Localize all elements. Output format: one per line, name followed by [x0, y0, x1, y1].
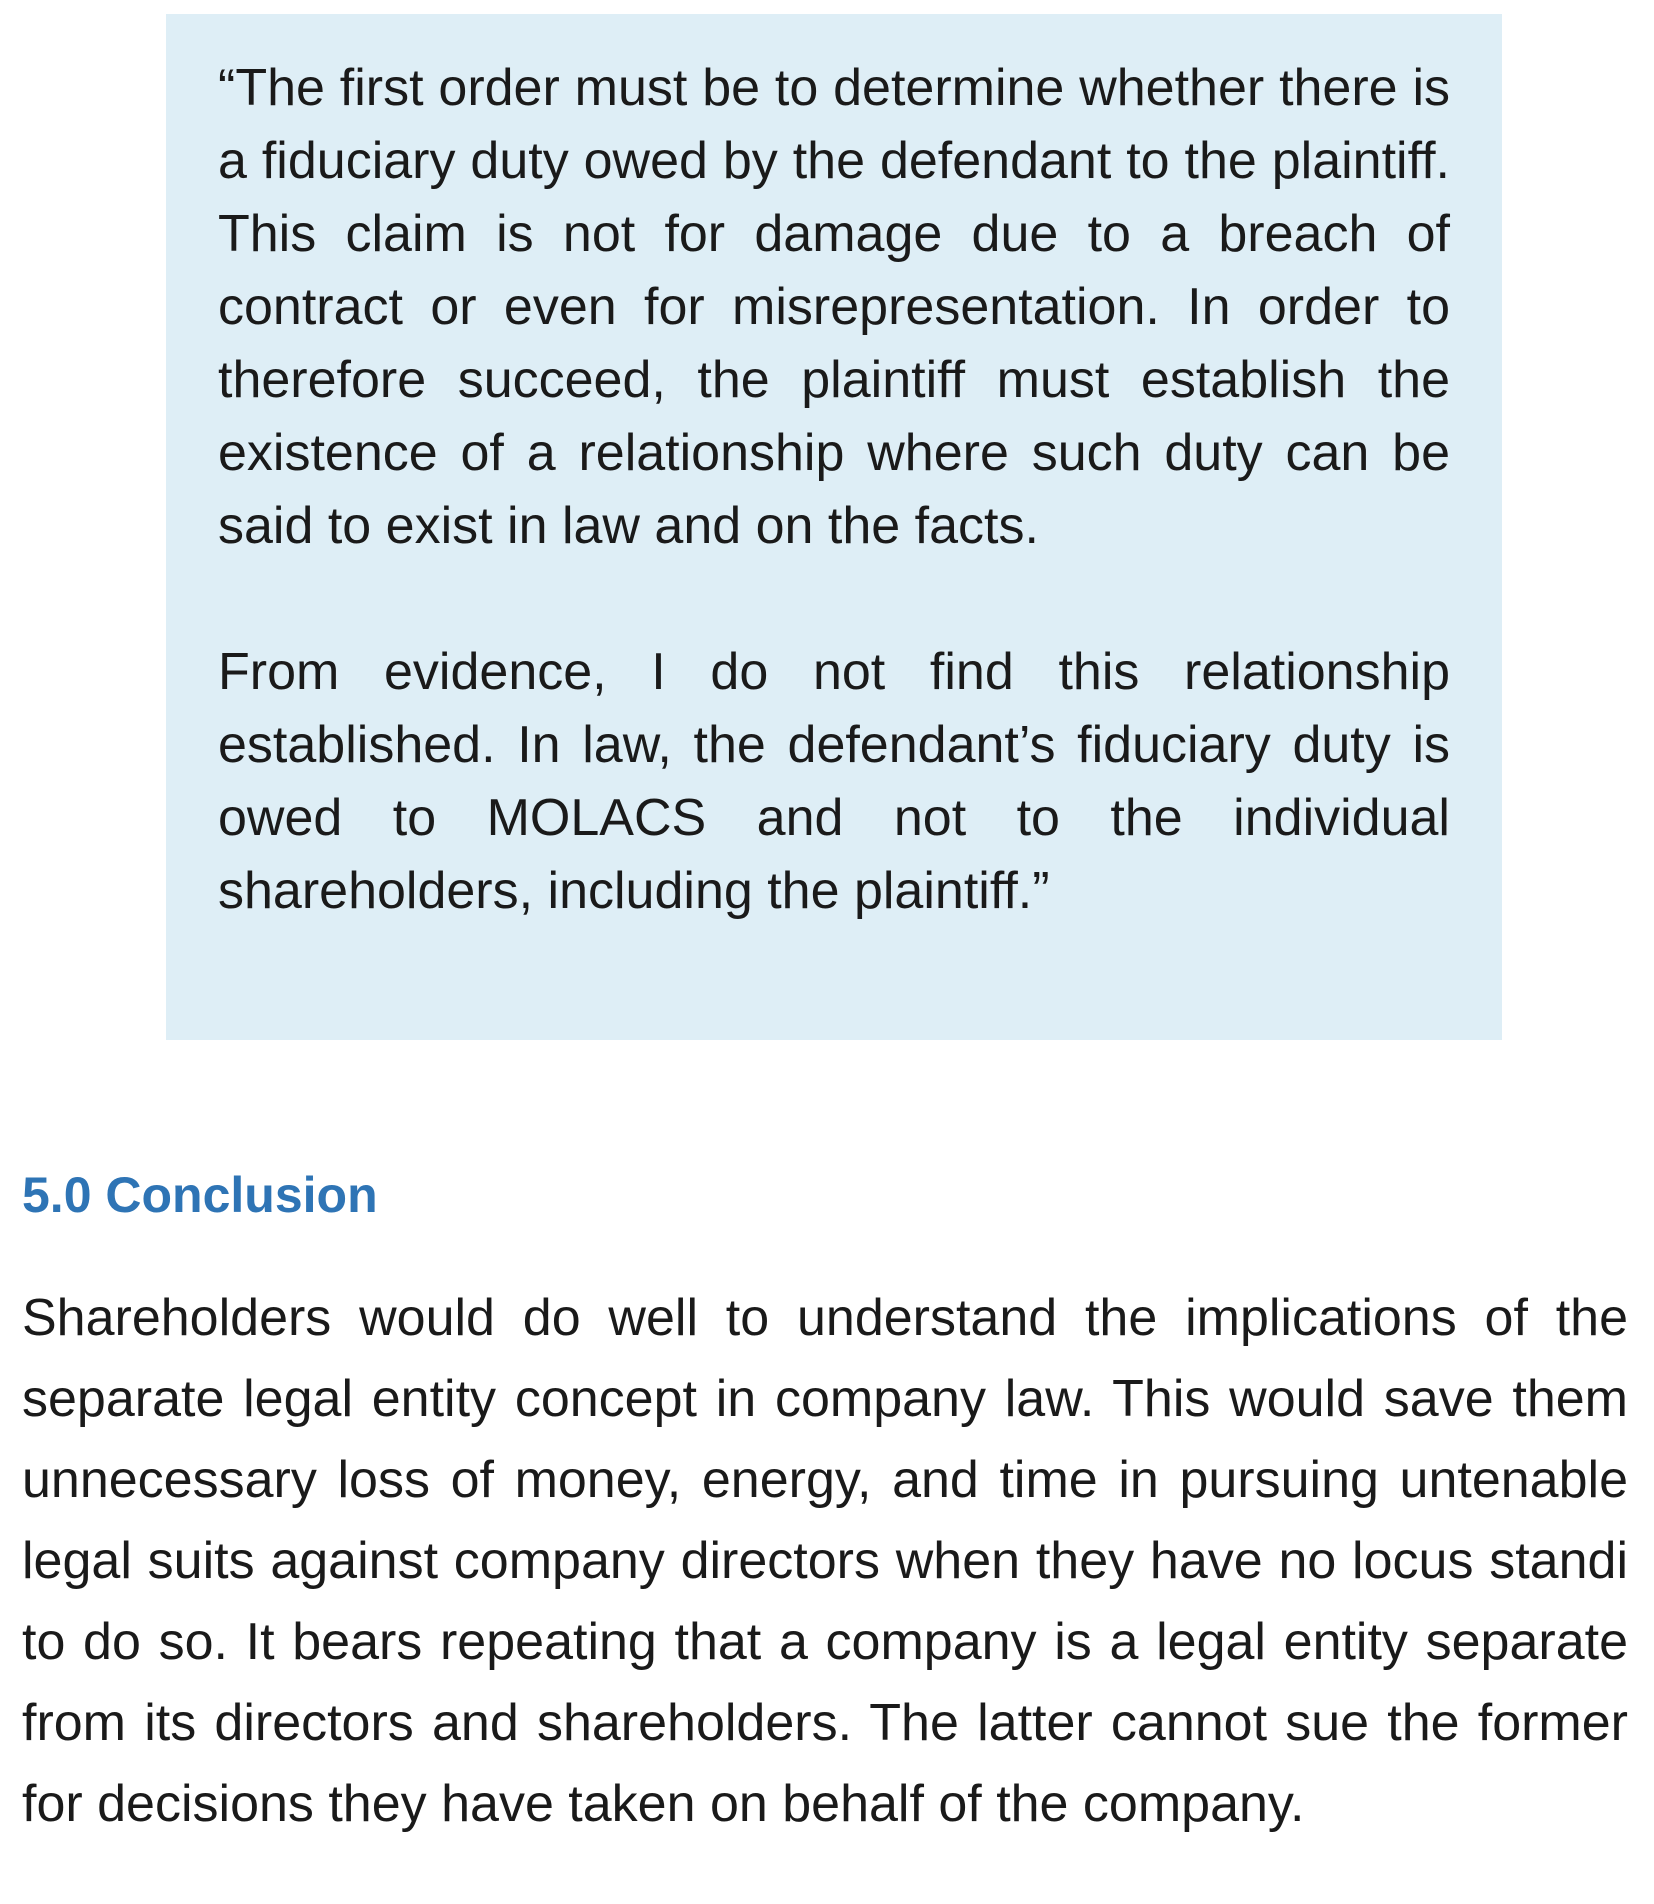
quote-paragraph: “The first order must be to determine whether there is a fiduciary duty owed by the defendant to the plaintiff. This claim is not for damage due to a breach of contract or even for misrepresentation. In order to therefore succeed, the plaintiff must establish the existence of a relationship where such duty can be said to exist in law and on the facts.	[218, 59, 1450, 555]
quote-block	[166, 14, 1502, 1040]
quote-paragraph: From evidence, I do not find this relationship established. In law, the defendant’s fiduciary duty is owed to MOLACS and not to the individual shareholders, including the plaintiff.”	[218, 643, 1450, 920]
conclusion-paragraph: Shareholders would do well to understand the implications of the separate legal entity concept in company law. This would save them unnecessary loss of money, energy, and time in pursuing untenable legal suits against company directors when they have no locus standi to do so. It bears repeating that a company is a legal entity separate from its directors and shareholders. The latter cannot sue the former for decisions they have taken on behalf of the company.	[22, 1289, 1628, 1833]
section-heading: 5.0 Conclusion	[22, 1167, 378, 1223]
